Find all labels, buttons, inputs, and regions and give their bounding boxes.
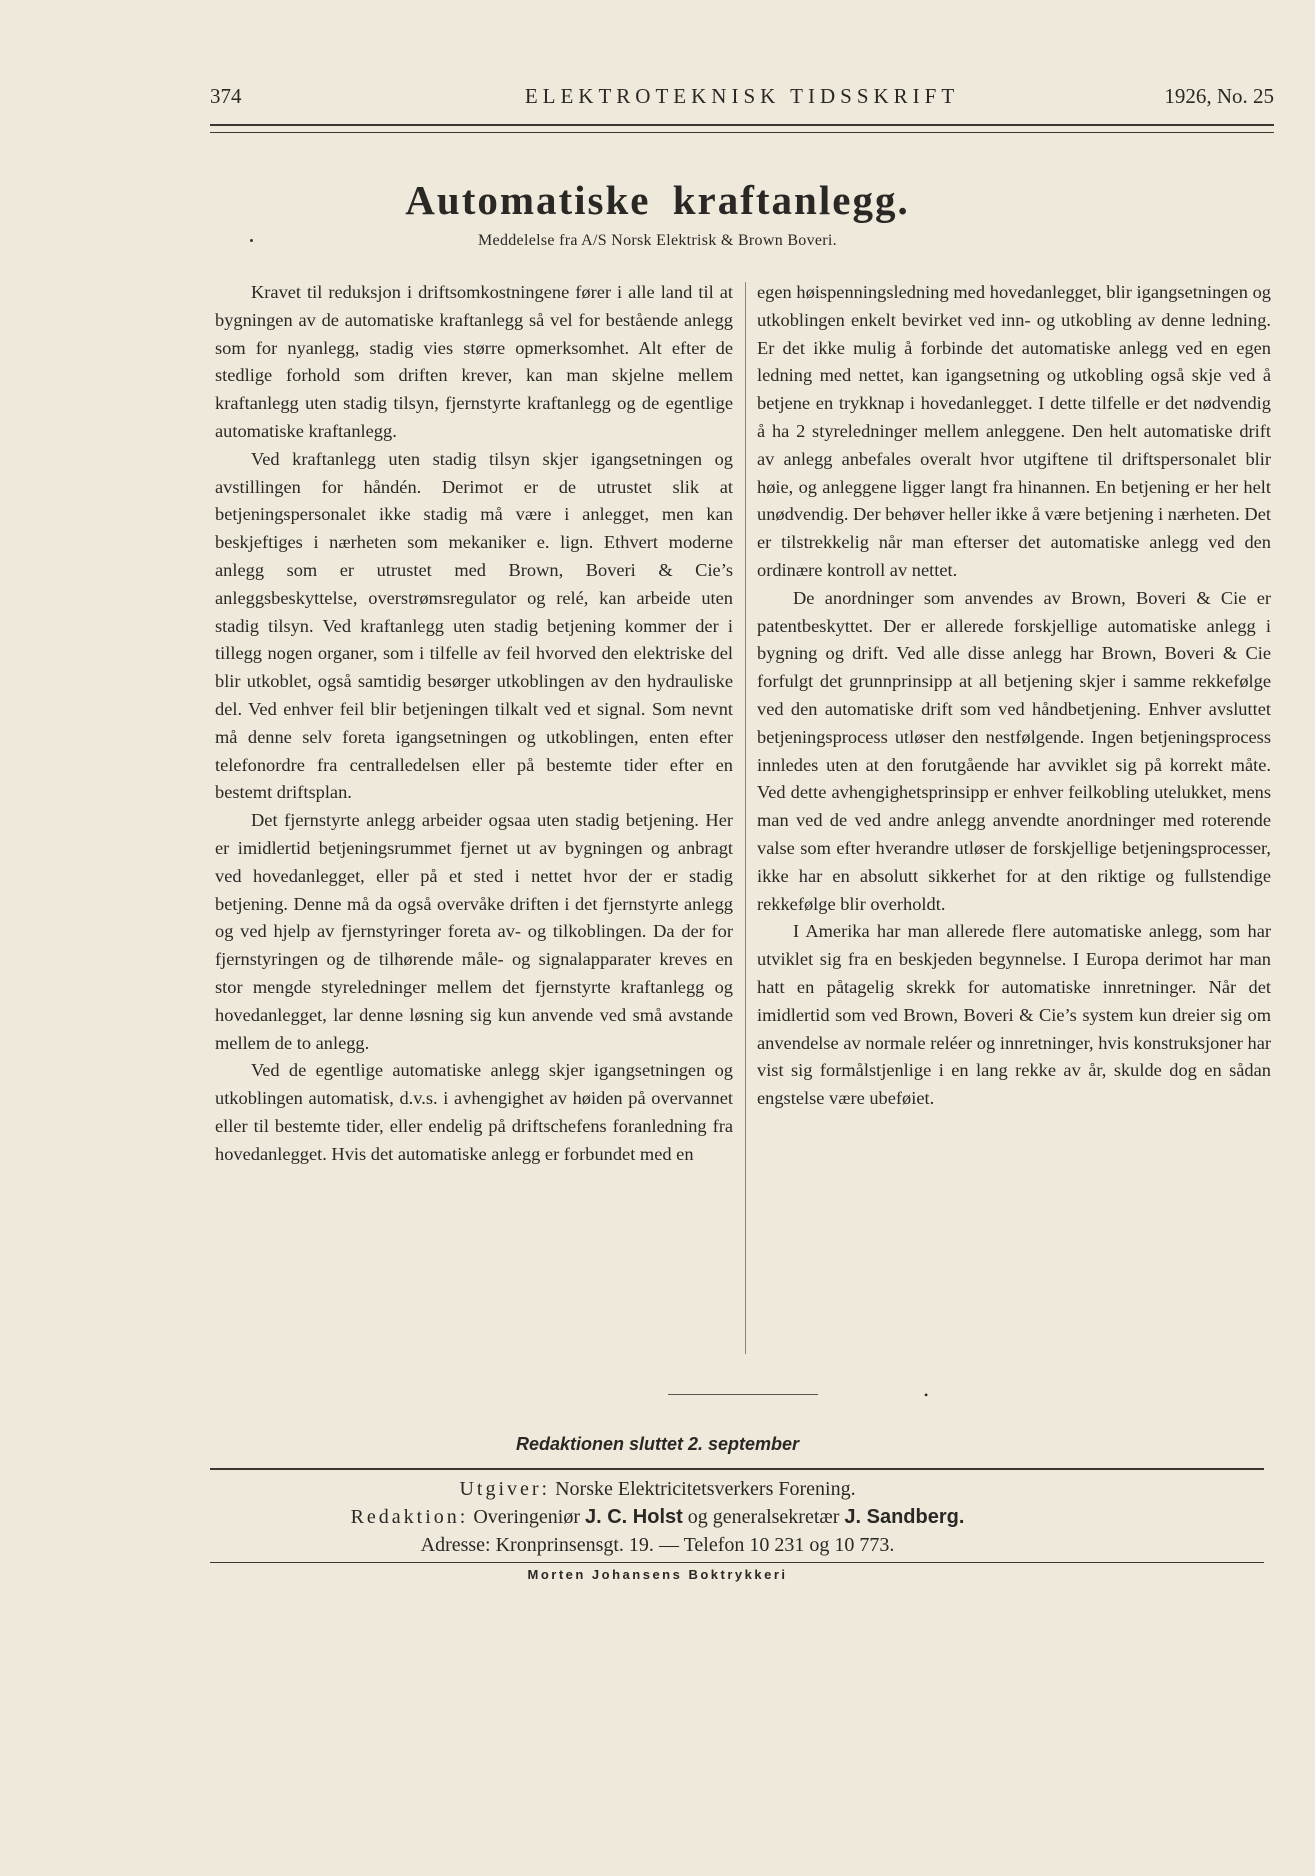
editor-2-name: J. Sandberg. [844, 1506, 965, 1528]
editors-label: Redaktion: [350, 1506, 469, 1528]
closing-note: Redaktionen sluttet 2. september [515, 1434, 800, 1454]
publisher-line [0, 1478, 1315, 1501]
article-subtitle: Meddelelse fra A/S Norsk Elektrisk & Brown Boveri. [478, 232, 837, 249]
phone-joiner: og [809, 1534, 830, 1556]
editor-joiner: og generalsekretær [687, 1506, 840, 1528]
paragraph: Ved de egentlige automatiske anlegg skjer igangsetningen og utkoblingen automatisk, d.v.s. i avhengighet av høiden på overvannet eller til bestemte tider, eller endelig på driftschefens foranledning fra hovedanlegget. Hvis det automatiske anlegg er forbundet med en [215, 1060, 733, 1164]
editor-1-title: Overingeniør [473, 1506, 580, 1528]
paragraph: Kravet til reduksjon i driftsomkostningene fører i alle land til at bygningen av de automatiske kraftanlegg så vel for bestående anlegg som for nyanlegg, stadig vies større opmerksomhet. Alt efter de stedlige forhold som driften krever, kan man skjelne mellem kraftanlegg uten stadig tilsyn, fjernstyrte kraftanlegg og de egentlige automatiske kraftanlegg. [215, 282, 733, 441]
address-line [0, 1534, 1315, 1557]
end-rule [668, 1394, 818, 1395]
address: Kronprinsensgt. 19. [495, 1534, 654, 1556]
page-number: 374 [210, 84, 242, 108]
publisher-label: Utgiver: [459, 1478, 551, 1500]
column-divider [745, 282, 746, 1354]
paragraph: I Amerika har man allerede flere automatiske anlegg, som har utviklet sig fra en beskjeden begynnelse. I Europa derimot har man hatt en påtagelig skrekk for automatiske innretninger. Når det imidlertid som ved Brown, Boveri & Cie’s system kun dreier sig om anvendelse av normale reléer og innretninger, hvis konstruksjoner har vist sig formålstjenlige i en lang rekke av år, skulde dog en sådan engstelse være ubeføiet. [757, 921, 1271, 1109]
running-head [210, 84, 1274, 114]
phone-label: — Telefon [658, 1534, 745, 1556]
paragraph: Ved kraftanlegg uten stadig tilsyn skjer igangsetningen og avstillingen for håndén. Derimot er de utrustet slik at betjeningspersonalet ikke stadig må være i anlegget, men kan beskjeftiges i nærheten som mekaniker e. lign. Ethvert moderne anlegg som er utrustet med Brown, Boveri & Cie’s anleggsbeskyttelse, overstrømsregulator og relé, kan arbeide uten stadig tilsyn. Ved kraftanlegg uten stadig betjening kommer der i tillegg nogen organer, som i tilfelle av feil hvorved den elektriske del blir utkoblet, også samtidig besørger utkoblingen av den hydrauliske del. Ved enhver feil blir betjeningen tilkalt ved et signal. Som nevnt må denne selv foreta igangsetningen og utkoblingen, enten efter telefonordre fra centralledelsen eller på bestemte tider efter en bestemt driftsplan. [215, 448, 733, 803]
paragraph: egen høispenningsledning med hovedanlegget, blir igangsetningen og utkoblingen enkelt bevirket ved inn- og utkobling av denne ledning. Er det ikke mulig å forbinde det automatiske anlegg ved en egen ledning med nettet, kan igangsetning og utkobling også skje ved å betjene en trykknap i hovedanlegget. I dette tilfelle er det nødvendig å ha 2 styreledninger mellem anleggene. Den helt automatiske drift av anlegg anbefales overalt hvor utgiftene til driftspersonalet blir høie, og anleggene ligger langt fra hinannen. En betjening er her helt unødvendig. Der behøver heller ikke å være betjening i nærheten. Det er tilstrekkelig når man efterser det automatiske anlegg ved den ordinære kontroll av nettet. [757, 282, 1271, 580]
imprint-rule-bottom [210, 1562, 1264, 1563]
article-title: Automatiske kraftanlegg. [405, 177, 910, 223]
editors-line [0, 1506, 1315, 1529]
paragraph: De anordninger som anvendes av Brown, Boveri & Cie er patentbeskyttet. Der er allerede forskjellige automatiske anlegg i bygning og drift. Ved alle disse anlegg har Brown, Boveri & Cie forfulgt det grunnprinsipp at all betjening skjer i samme rekkefølge ved den automatiske drift som ved håndbetjening. Enhver avsluttet betjeningsprocess utløser den nestfølgende. Ingen betjeningsprocess innledes uten at den forutgående har avviklet sig på korrekt måte. Ved dette avhengighetsprinsipp er enhver feilkobling utelukket, mens man ved de ved andre anlegg anvendte anordninger med roterende valse som efter hverandre utløser de forskjellige betjeningsprocesser, ikke har en absolutt sikkerhet for at den riktige og fullstendige rekkefølge blir overholdt. [757, 587, 1271, 914]
editor-1-name: J. C. Holst [584, 1506, 683, 1528]
phone-1: 10 231 [749, 1534, 805, 1556]
phone-2: 10 773. [834, 1534, 895, 1556]
journal-name: ELEKTROTEKNISK TIDSSKRIFT [524, 84, 960, 108]
printer-credit: Morten Johansens Boktrykkeri [527, 1567, 788, 1582]
end-mark: • [924, 1388, 929, 1402]
issue-number: 1926, No. 25 [1164, 84, 1274, 108]
imprint-rule-top [210, 1468, 1264, 1470]
publisher-name: Norske Elektricitetsverkers Forening. [555, 1478, 856, 1500]
header-rule [210, 124, 1274, 133]
left-column [215, 279, 733, 1169]
right-column [757, 279, 1271, 1113]
paragraph: Det fjernstyrte anlegg arbeider ogsaa uten stadig betjening. Her er imidlertid betjeningsrummet fjernet ut av bygningen og anbragt ved hovedanlegget, eller på et sted i nettet hvor der er stadig betjening. Denne må da også overvåke driften i det fjernstyrte anlegg og ved hjelp av fjernstyringer foreta av- og tilkoblingen. Da der for fjernstyringen og de tilhørende måle- og signalapparater kreves en stor mengde styreledninger mellem det fjernstyrte kraftanlegg og hovedanlegget, lar denne løsning sig kun anvende ved små avstande mellem de to anlegg. [215, 810, 733, 1053]
address-label: Adresse: [420, 1534, 491, 1556]
